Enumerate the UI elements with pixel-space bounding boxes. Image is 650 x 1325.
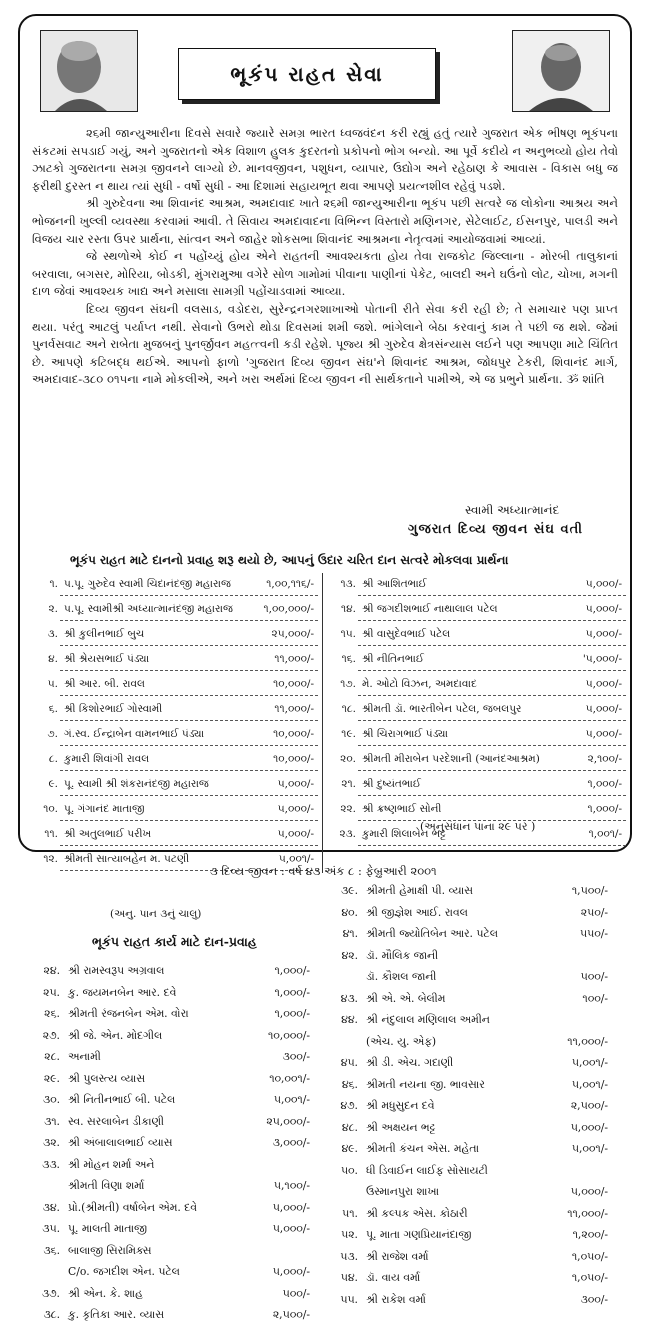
donor-amount: ૫,૦૦૦/- [277,778,314,790]
row-divider [358,695,626,696]
donor-amount: ૫,૦૦૧/- [571,1056,608,1069]
table-row [328,723,626,745]
donor-amount: ૧,૦૫૦/- [571,1249,608,1263]
donor-name: શ્રી રામસ્વરૂપ અગ્રવાલ [68,964,165,977]
portrait-right [512,30,610,112]
donor-amount: ૫,૦૦૦/- [570,1185,608,1198]
donor-amount: ૨,૫૦૦/- [570,1099,608,1112]
list-item [330,1181,630,1202]
list-item [32,1304,318,1325]
donor-name: શ્રી ચિરાગભાઈ પંડ્યા [362,728,448,740]
list-item [330,1009,630,1030]
donor-amount: ૨,૧૦૦/- [587,753,622,765]
donor-number: ૮. [48,753,58,765]
donor-amount: ૩,૦૦૦/- [272,1136,310,1149]
table-row [328,773,626,795]
row-divider [60,720,318,721]
donor-amount: ૫૦૦/- [282,1286,310,1300]
table-row [30,573,318,595]
donor-name: શ્રી અંબાલાલભાઈ વ્યાસ [68,1136,173,1149]
donor-amount: ૫,૦૦૦/- [272,1222,310,1235]
list-item [330,1031,630,1052]
donor-name: શ્રી આશિતભાઈ [362,578,427,590]
row-divider [60,745,318,746]
list-item [330,1289,630,1310]
row-divider [60,645,318,646]
row-divider [60,820,318,821]
donor-number: ૪૯. [341,1142,358,1155]
row-divider [358,795,626,796]
table-row [328,598,626,620]
donor-number: ૫૨. [341,1228,358,1241]
donor-amount: ૫,૦૦૦/- [585,728,622,740]
donor-name: શ્રી જગદીશભાઈ નાથાલાલ પટેલ [362,603,498,615]
donor-name: શ્રી મધુસુદન દવે [366,1099,435,1112]
donor-name: શ્રીમતી ડૉ. ભારતીબેન પટેલ, જબલપુર [362,703,522,715]
donor-number: ૨૫. [43,985,60,999]
donor-amount: ૫,૦૦૦/- [272,1265,310,1278]
donor-amount: ૧,૦૦૦/- [587,778,622,790]
donor-number: ૪૬. [341,1077,358,1091]
page2-heading: ભૂકંપ રાહત કાર્ય માટે દાન-પ્રવાહ [92,934,257,949]
portrait-left [40,30,138,112]
row-divider [60,695,318,696]
donor-number: ૧૯. [341,728,356,740]
table-row [30,773,318,795]
donor-name: શ્રીમતી સાત્યાબહેન મ. પટણી [64,853,190,865]
donor-amount: ૫,૦૦૦/- [585,703,622,715]
signature-org: ગુજરાત દિવ્ય જીવન સંઘ વતી [408,522,583,537]
list-item [330,902,630,923]
list-item [330,880,630,901]
donor-name-line2: ડૉ. કૌશલ જાની [366,970,437,983]
donor-number: ૨૨. [340,803,356,815]
row-divider [60,595,318,596]
donor-amount: ૧૧,૦૦૦/- [274,703,314,715]
donor-number: ૩૮. [43,1308,60,1321]
donor-number: ૫. [47,678,58,690]
donor-amount: ૧૦,૦૦૦/- [273,753,314,765]
donor-name: સ્વ. સરલાબેન ડીકાણી [68,1114,165,1128]
donor-name: શ્રી મોહન શર્મા અને [68,1157,155,1171]
donor-number: ૪. [48,653,58,665]
donor-name: ધી ડિવાઈન લાઈફ સોસાયટી [366,1163,488,1177]
donor-name: શ્રી કિશોરભાઈ ગોસ્વામી [64,703,163,715]
row-divider [358,670,626,671]
list-item [330,1138,630,1159]
page-footer: ૩ દિવ્ય જીવન : વર્ષ ૪૩ અંક ૮ : ફેબ્રુઆરી ૨૦૦૧ [210,864,437,878]
donor-number: ૧૩. [340,578,356,590]
donor-amount: ૫,૦૦૦/- [585,603,622,615]
donor-number: ૫૪. [340,1271,358,1284]
donor-name-line2: C/o. જગદીશ એન. પટેલ [68,1265,180,1278]
donor-name: પૂ. માતા ગણપ્રિયાનંદાજી [366,1228,472,1241]
list-item [330,1203,630,1224]
donor-name: કુ. કૃતિકા આર. વ્યાસ [68,1308,164,1321]
donor-number: ૩૨. [43,1136,60,1149]
list-item [330,1117,630,1138]
donor-number: ૪૦. [341,905,358,919]
list-item [330,1095,630,1116]
donor-number: ૨૩. [339,828,356,840]
donor-amount: ૫૦૦/- [580,970,608,983]
table-row [328,623,626,645]
row-divider [60,620,318,621]
donor-name: ડૉ. મૌલિક જાની [366,948,439,962]
donor-amount: ૫,૦૦૦/- [272,1200,310,1214]
signature-name: સ્વામી અધ્યાત્માનંદ [465,503,560,517]
donor-amount: ૧૧,૦૦૦/- [567,1034,608,1048]
donor-number: ૧૦. [43,803,58,815]
donor-number: ૩૯. [340,884,358,897]
donor-number: ૩૪. [42,1200,60,1214]
list-item [32,1132,318,1153]
donor-number: ૩. [47,628,58,640]
donor-number: ૧૪. [341,603,356,615]
list-item [330,1074,630,1095]
donor-number: ૩૫. [42,1222,60,1235]
donor-amount: ૫,૦૦૦/- [585,678,622,690]
donor-name: શ્રી રાજેશ વર્મા [366,1249,429,1263]
donor-name: શ્રીમતી મીરાબેન પરદેશાની (આનંદઆશ્રમ) [362,753,540,765]
row-divider [60,795,318,796]
donor-amount: ૫૫૦/- [580,927,608,940]
donor-amount: ૧,૫૦૦/- [571,884,608,897]
donation-appeal: ભૂકંપ રાહત માટે દાનનો પ્રવાહ શરૂ થયો છે, આપનું ઉદાર ચરિત દાન સત્વરે મોકલવા પ્રાર્થના [70,553,509,567]
donor-name: શ્રી નંદુલાલ મણિલાલ અમીન [366,1013,490,1026]
list-item [32,960,318,981]
donor-name: શ્રી અક્ષયન ભટ્ટ [366,1120,436,1134]
donor-name: શ્રી એ. એ. બેલીમ [366,991,446,1005]
list-item [32,1089,318,1110]
donor-amount: ૧,૦૦,૦૦૦/- [263,603,314,615]
donor-name: શ્રી વાસુદેવભાઈ પટેલ [362,628,451,640]
donor-amount: ૫,૦૦૧/- [273,1093,310,1106]
paragraph-3: જે સ્થળોએ કોઈ ન પહોંચ્યું હોય એને રાહતની આવશ્યકતા હોય તેવા રાજકોટ જિલ્લાના - મોરબી તાલુકાનાં બરવાલા, બગસર, મોરિયા, બોડકી, મુંગરામુઆ વગેરે સોળ ગામોમાં પીવાના પાણીનાં પેકેટ, બાલદી અને ઘઉંનો લોટ, ચોખા, મગની દાળ જેવાં આવશ્યક ખાદ્ય અને મસાલા સામગ્રી પહોંચાડવામાં આવ્યા. [32,249,618,299]
donor-name: શ્રી નીતિનભાઈ [362,653,424,665]
table-row [30,823,318,845]
donor-number: ૧૬. [341,653,356,665]
donor-amount: ૧,૦૦૦/- [587,803,622,815]
row-divider [358,720,626,721]
list-item [330,1160,630,1181]
table-row [30,698,318,720]
donor-number: ૫૧. [342,1206,358,1220]
donor-name: પ.પૂ. ગુરુદેવ સ્વામી ચિદાનંદજી મહારાજ [64,578,231,590]
donor-amount: ૫,૦૦૧/- [571,1142,608,1155]
table-row [30,598,318,620]
donor-number: ૨૭. [42,1028,60,1042]
donor-name: પ્રો.(શ્રીમતી) વર્ષાબેન એમ. દવે [68,1200,197,1214]
donor-number: ૪૫. [340,1056,358,1069]
donor-number: ૨૮. [44,1050,60,1063]
donor-name: શ્રી જે. એન. મોદગીલ [68,1028,163,1042]
continued-note: (અનુસંધાન પાના ૨૯ પર ) [420,820,536,833]
donor-name: શ્રી ડી. એચ. ગદાણી [366,1056,454,1069]
table-row [328,698,626,720]
list-item [330,1246,630,1267]
donor-number: ૨૯. [43,1071,60,1085]
donor-name: ગં.સ્વ. ઈન્દ્રાબેન વામનભાઈ પંડ્યા [64,728,205,740]
donor-number: ૧. [49,578,58,590]
list-item [330,988,630,1009]
donor-name: પૂ. ગંગાનંદ માતાજી [64,803,145,815]
donor-amount: ૫,૦૦૦/- [585,578,622,590]
donor-amount: ૫,૦૦૦/- [585,628,622,640]
table-row [328,673,626,695]
donor-name-line2: (એચ. યુ. એફ) [366,1034,437,1048]
donor-number: ૨૪. [43,964,60,977]
row-divider [358,620,626,621]
list-item [32,1261,318,1282]
donor-number: ૨૦. [340,753,356,765]
donor-amount: ૧૦,૦૦૦/- [273,728,314,740]
list-item [32,1068,318,1089]
list-item [330,1267,630,1288]
donor-name: શ્રી દુષ્યંતભાઈ [362,778,421,790]
table-row [328,648,626,670]
donor-number: ૧૭. [340,678,356,690]
donor-number: ૩૭. [41,1286,60,1300]
list-item [32,1154,318,1175]
donor-number: ૪૮. [341,1120,358,1134]
continued-from-note: (અનુ. પાન ૩નું ચાલુ) [110,908,202,920]
donor-amount: ૧૦,૦૦૧/- [269,1071,310,1085]
donor-amount: ૧,૦૦૦/- [274,1007,310,1020]
donor-number: ૪૪. [341,1013,358,1026]
list-item [32,1003,318,1024]
donor-amount: ૧,૨૦૦/- [572,1228,608,1241]
donor-name: શ્રી જીજ્ઞેશ આઈ. રાવલ [366,905,468,919]
row-divider [358,595,626,596]
donor-amount: ૧૧,૦૦૦/- [567,1206,608,1220]
donor-amount: ૧,૦૦૧/- [588,828,622,840]
donor-amount: ૨૫,૦૦૦/- [271,628,314,640]
donor-name: ડૉ. વાય વર્મા [366,1271,421,1284]
list-item [32,1218,318,1239]
donor-name: શ્રી શ્રેયસભાઈ પંડ્યા [64,653,150,665]
list-item [32,1240,318,1261]
donor-number: ૬. [48,703,58,715]
row-divider [358,645,626,646]
list-item [32,1283,318,1304]
paragraph-2: શ્રી ગુરુદેવના આ શિવાનંદ આશ્રમ, અમદાવાદ ખાતે ૨૬મી જાન્યુઆરીના ભૂકંપ પછી સત્વરે જ લોકોના આશ્રય અને ભોજનની ખુલ્લી વ્યવસ્થા કરવામાં આવી. તે સિવાય અમદાવાદના વિભિન્ન વિસ્તારો મણિનગર, સેટેલાઈટ, ઈસનપુર, પાલડી અને વિજય ચાર રસ્તા ઉપર પ્રાર્થના, સાંત્વન અને જાહેર શોકસભા શિવાનંદ આશ્રમના નેતૃત્વમાં આયોજવામાં આવ્યાં. [32,196,618,246]
donor-name: શ્રીમતી રંજનબેન એમ. વોરા [68,1007,189,1020]
donor-amount: ૩૦૦/- [282,1050,310,1063]
paragraph-1: ૨૬મી જાન્યુઆરીના દિવસે સવારે જ્યારે સમગ્ર ભારત ધ્વજવંદન કરી રહ્યું હતું ત્યારે ગુજરાત એક ભીષણ ભૂકંપના સંકટમાં સપડાઈ ગયું, અને ગુજરાતનો એક વિશાળ હુલક કુદરતનો પ્રકોપનો ભોગ બન્યો. આ પૂર્વે કદીયે ન અનુભવ્યો હોય તેવો ઝાટકો ગુજરાતના સમગ્ર જીવનને લાગ્યો છે. માનવજીવન, પશુધન, વ્યાપાર, ઉદ્યોગ અને રહેઠાણ કે આવાસ - વિકાસ બધુ જ ફરીથી દુરસ્ત ન થાય ત્યાં સુધી - વર્ષો સુધી - આ દિશામાં સહાયભૂત થવા આપણે પ્રયત્નશીલ રહેવું પડશે. [32,126,618,193]
donor-name-line2: શ્રીમતી વિણા શર્મા [68,1179,145,1192]
table-row [328,798,626,820]
donor-name: શ્રીમતી જ્યોતિબેન આર. પટેલ [366,927,498,940]
donor-number: ૩૩. [42,1157,60,1171]
donor-name-line2: ઉસ્માનપુરા શાખા [366,1185,439,1198]
row-divider [60,845,318,846]
paragraph-4: દિવ્ય જીવન સંઘની વલસાડ, વડોદરા, સુરેન્દ્રનગરશાખાઓ પોતાની રીતે સેવા કરી રહી છે; તે સમાચાર પણ પ્રાપ્ત થયા. પરંતુ આટલું પર્યાપ્ત નથી. સેવાનો ઉભરો થોડા દિવસમાં શમી જશે. ભાંગેલાને બેઠા કરવાનું કામ તે પછી જ થશે. જેમાં પુનર્વસવાટ અને રાબેતા મુજબનું પુનર્જીવન મહત્ત્વની કડી રહેશે. પૂજ્ય શ્રી ગુરુદેવ ક્ષેત્રસંન્યાસ લઈને પણ આપણા માટે ચિંતિત છે. આપણે કટિબદ્ધ થઈએ. આપનો ફાળો 'ગુજરાત દિવ્ય જીવન સંઘ'ને શિવાનંદ આશ્રમ, જોધપુર ટેકરી, શિવાનંદ માર્ગ, અમદાવાદ-૩૮૦ ૦૧૫ના નામે મોકલીએ, અને ખરા અર્થમાં દિવ્ય જીવન ની સાર્થકતાને પામીએ, એ જ પ્રભુને પ્રાર્થના. ૐ શાંતિ [32,301,618,387]
donor-amount: ૧,૦૦,૧૧૬/- [266,578,314,590]
row-divider [358,845,626,846]
donor-name: શ્રી નિતીનભાઈ બી. પટેલ [68,1093,176,1106]
donor-amount: ૧૦,૦૦૦/- [273,678,314,690]
donor-amount: ૫,૧૦૦/- [273,1179,310,1192]
donor-number: ૩૧. [44,1114,60,1128]
donor-name: અનામી [68,1050,101,1063]
column-divider [322,573,323,873]
donor-name: શ્રી અતુલભાઈ પરીખ [64,828,152,840]
table-row [328,573,626,595]
donor-amount: '૫,૦૦૦/- [582,653,622,665]
donor-amount: ૧૦,૦૦૦/- [267,1028,310,1042]
donor-number: ૧૨. [43,853,58,865]
list-item [32,1025,318,1046]
list-item [32,1197,318,1218]
donor-name: બાલાજી સિરામિક્સ [68,1243,152,1257]
donor-number: ૧૫. [340,628,356,640]
donor-name: શ્રી રાકેશ વર્મા [366,1292,426,1306]
donor-amount: ૫,૦૦૧/- [278,853,314,865]
donor-amount: ૫,૦૦૦/- [570,1120,608,1134]
donor-number: ૫૫. [340,1292,358,1306]
donor-name: પૂ. સ્વામી શ્રી શંકરાનંદજી મહારાજ [64,778,209,790]
list-item [32,1111,318,1132]
list-item [330,966,630,987]
table-row [30,748,318,770]
donor-name: કુ. જયમનબેન આર. દવે [68,985,177,999]
donor-name: શ્રી એન. કે. શાહ [68,1286,143,1300]
donor-name: શ્રી કલ્પક એસ. કોઠારી [366,1206,468,1220]
donor-amount: ૧૧,૦૦૦/- [274,653,314,665]
donor-number: ૧૮. [341,703,356,715]
donor-amount: ૨,૫૦૦/- [272,1308,310,1321]
donor-amount: ૨૫૦/- [580,905,608,919]
donor-amount: ૫,૦૦૦/- [277,828,314,840]
list-item [32,982,318,1003]
donor-number: ૨. [48,603,58,615]
row-divider [60,770,318,771]
list-item [330,1224,630,1245]
list-item [330,945,630,966]
list-item [32,1046,318,1067]
donor-name: પૂ. માલતી માતાજી [68,1222,147,1235]
donor-number: ૩૬. [43,1243,60,1257]
donor-name: શ્રીમતી નયના જી. ભાવસાર [366,1077,485,1091]
table-row [328,748,626,770]
donor-amount: ૫,૦૦૦/- [277,803,314,815]
article-title: ભૂકંપ રાહત સેવા [178,48,436,100]
donor-name: શ્રીમતી હેમાક્ષી પી. વ્યાસ [366,884,473,897]
donor-number: ૯. [48,778,58,790]
donor-amount: ૧,૦૦૦/- [274,985,310,999]
donor-name: શ્રીમતી કંચન એસ. મહેતા [366,1142,480,1155]
donor-amount: ૩૦૦/- [580,1292,608,1306]
donor-number: ૪૩. [340,991,358,1005]
donor-number: ૫૦. [340,1163,358,1177]
donor-name: શ્રી પુલસ્ત્ય વ્યાસ [68,1071,145,1085]
donor-number: ૭. [47,728,58,740]
donor-name: પ.પૂ. સ્વામીશ્રી અધ્યાત્માનંદજી મહારાજ [64,603,233,615]
row-divider [60,670,318,671]
article-body [32,125,618,389]
donor-name: મે. ઓટો વિઝન, અમદાવાદ [362,678,477,690]
donor-number: ૨૧. [341,778,356,790]
donor-name: કુમારી શિલાબેન ભટ્ટ [362,828,446,840]
donor-name: શ્રી કુલીનભાઈ બુચ [64,628,145,640]
donor-number: ૪૧. [342,927,358,940]
donor-amount: ૧૦૦/- [582,991,608,1005]
donor-name: શ્રી આર. બી. રાવલ [64,678,145,690]
donor-number: ૪૭. [340,1099,358,1112]
list-item [32,1175,318,1196]
list-item [330,1052,630,1073]
donor-amount: ૧,૦૦૦/- [274,964,310,977]
row-divider [358,745,626,746]
table-row [30,798,318,820]
donor-amount: ૫,૦૦૧/- [571,1077,608,1091]
donor-number: ૫૩. [340,1249,358,1263]
donor-number: ૨૬. [44,1007,60,1020]
donor-number: ૪૨. [341,948,358,962]
table-row [30,723,318,745]
donor-name: કુમારી શિવાંગી રાવલ [64,753,150,765]
donor-name: શ્રી ક્રષ્ણભાઈ સોની [362,803,442,815]
table-row [30,648,318,670]
donor-amount: ૨૫,૦૦૦/- [266,1114,310,1128]
row-divider [358,770,626,771]
table-row [30,673,318,695]
table-row [30,623,318,645]
donor-number: ૩૦. [42,1093,60,1106]
list-item [330,923,630,944]
donor-amount: ૧,૦૫૦/- [571,1271,608,1284]
donor-number: ૧૧. [44,828,58,840]
